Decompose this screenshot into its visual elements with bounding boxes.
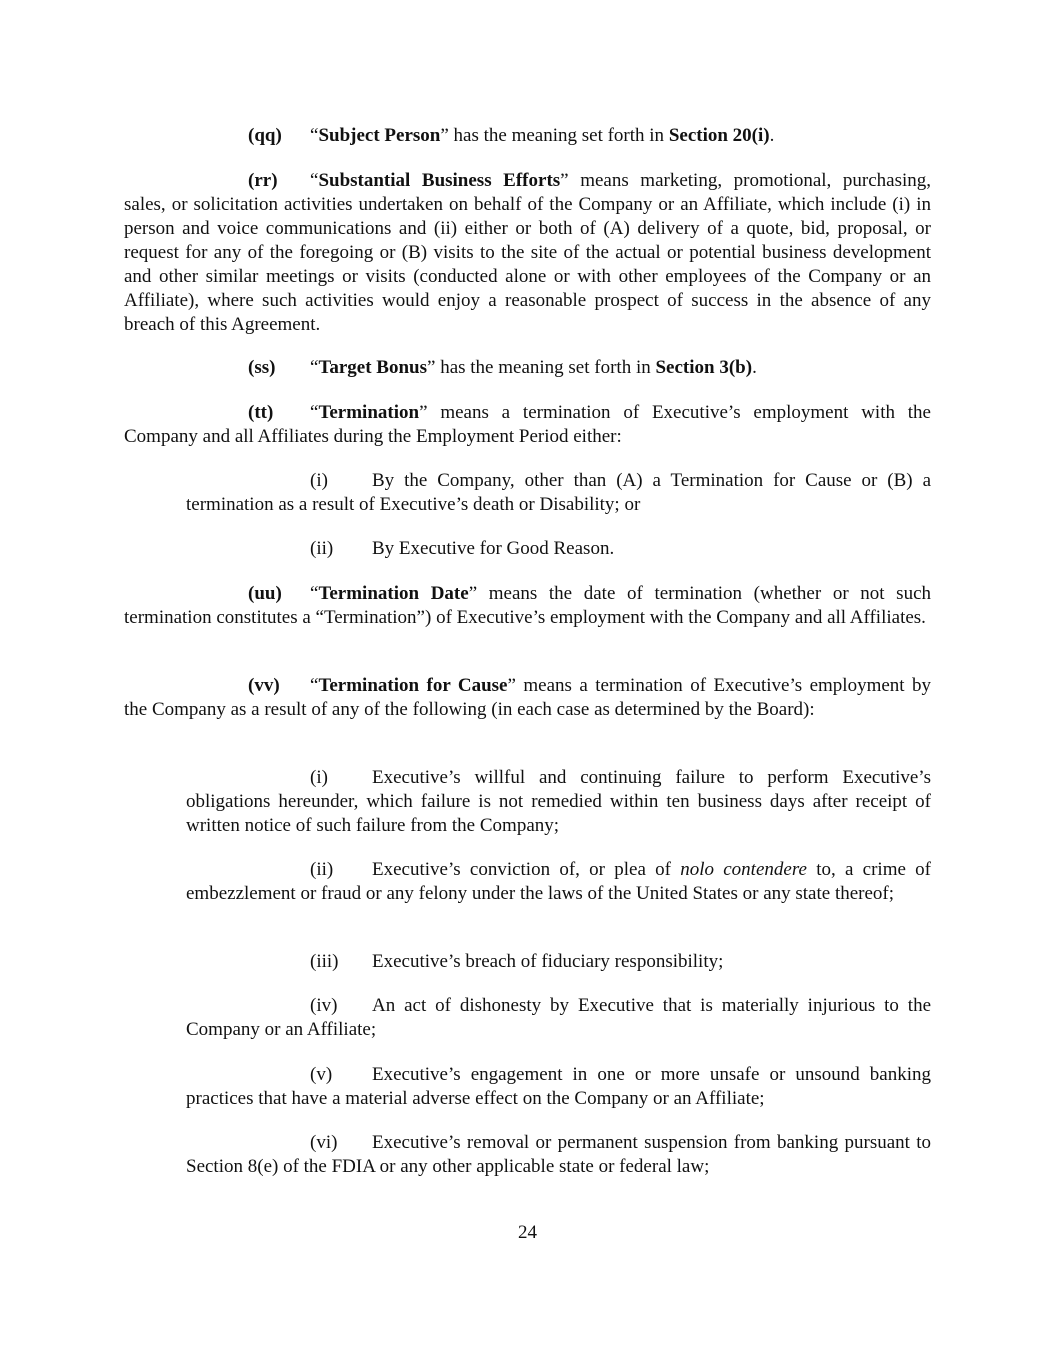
sub-item-text: Executive’s willful and continuing failure to perform Executive’s obligations hereunder, which failure is not remedied within ten business days after receipt of written notice of such failure from the Company; — [186, 767, 931, 836]
sub-item-text: Executive’s removal or permanent suspension from banking pursuant to Section 8(e) of the FDIA or any other applicable state or federal law; — [186, 1132, 931, 1177]
definition-label: (uu) — [248, 583, 282, 604]
defined-term: Substantial Business Efforts — [318, 170, 561, 191]
definition-label: (rr) — [248, 170, 278, 191]
sub-item-label: (ii) — [310, 538, 334, 559]
sub-item-text: Executive’s conviction of, or plea of — [372, 859, 681, 880]
definition-text: ” has the meaning set forth in — [440, 125, 669, 146]
definition-text: ” means marketing, promotional, purchasing, sales, or solicitation activities undertaken on behalf of the Company or an Affiliate, which include (i) in person and voice communications and (ii) either or both of (A) delivery of a quote, bid, proposal, or request for any of the foregoing or (B) visits to the site of the actual or potential business development and other similar meetings or visits (conducted alone or with other employees of the Company or an Affiliate), where such activities would enjoy a reasonable prospect of success in the absence of any breach of this Agreement. — [124, 170, 931, 335]
sub-item-label: (v) — [310, 1064, 333, 1085]
definition-label: (tt) — [248, 402, 274, 423]
open-quote: “ — [310, 402, 319, 423]
sub-item-label: (iii) — [310, 951, 339, 972]
definition-label: (ss) — [248, 357, 276, 378]
section-reference: Section 20(i) — [668, 125, 770, 146]
definition-text: ” means the date of termination (whether or not such termination constitutes a “Termination”) of Executive’s employment with the Company and all Affiliates. — [124, 583, 931, 628]
definition-vv — [124, 674, 931, 722]
sub-item-vv-iv — [186, 994, 931, 1042]
open-quote: “ — [310, 125, 319, 146]
sub-item-vv-vi — [186, 1131, 931, 1179]
definition-text: ” has the meaning set forth in — [427, 357, 656, 378]
sub-item-text: to, a crime of embezzlement or fraud or any felony under the laws of the United States or any state thereof; — [186, 859, 931, 904]
defined-term: Termination — [318, 402, 420, 423]
sub-item-label: (i) — [310, 470, 328, 491]
open-quote: “ — [310, 583, 319, 604]
definition-end: . — [752, 357, 757, 378]
definition-rr — [124, 169, 931, 337]
page-number: 24 — [518, 1222, 537, 1243]
defined-term: Target Bonus — [318, 357, 428, 378]
sub-item-tt-ii — [186, 537, 931, 561]
definition-ss — [124, 356, 931, 380]
sub-item-tt-i — [186, 469, 931, 517]
definition-uu — [124, 582, 931, 630]
open-quote: “ — [310, 675, 319, 696]
sub-item-text: By the Company, other than (A) a Termination for Cause or (B) a termination as a result of Executive’s death or Disability; or — [186, 470, 931, 515]
sub-item-label: (i) — [310, 767, 328, 788]
defined-term: Termination for Cause — [318, 675, 508, 696]
sub-item-label: (vi) — [310, 1132, 338, 1153]
latin-term: nolo contendere — [680, 859, 807, 880]
defined-term: Subject Person — [318, 125, 441, 146]
definition-qq — [124, 124, 931, 148]
sub-item-label: (iv) — [310, 995, 338, 1016]
sub-item-text: Executive’s breach of fiduciary responsibility; — [372, 951, 724, 972]
definition-text: ” means a termination of Executive’s employment by the Company as a result of any of the following (in each case as determined by the Board): — [124, 675, 931, 720]
defined-term: Termination Date — [318, 583, 469, 604]
open-quote: “ — [310, 170, 319, 191]
definition-label: (qq) — [248, 125, 282, 146]
sub-item-vv-ii — [186, 858, 931, 906]
definition-label: (vv) — [248, 675, 280, 696]
sub-item-text: An act of dishonesty by Executive that is materially injurious to the Company or an Affiliate; — [186, 995, 931, 1040]
definition-tt — [124, 401, 931, 449]
section-reference: Section 3(b) — [655, 357, 753, 378]
definition-text: ” means a termination of Executive’s employment with the Company and all Affiliates during the Employment Period either: — [124, 402, 931, 447]
sub-item-text: By Executive for Good Reason. — [372, 538, 615, 559]
definition-end: . — [769, 125, 775, 146]
sub-item-label: (ii) — [310, 859, 334, 880]
sub-item-vv-v — [186, 1063, 931, 1111]
sub-item-text: Executive’s engagement in one or more unsafe or unsound banking practices that have a material adverse effect on the Company or an Affiliate; — [186, 1064, 931, 1109]
open-quote: “ — [310, 357, 319, 378]
sub-item-vv-iii — [186, 950, 931, 974]
sub-item-vv-i — [186, 766, 931, 838]
